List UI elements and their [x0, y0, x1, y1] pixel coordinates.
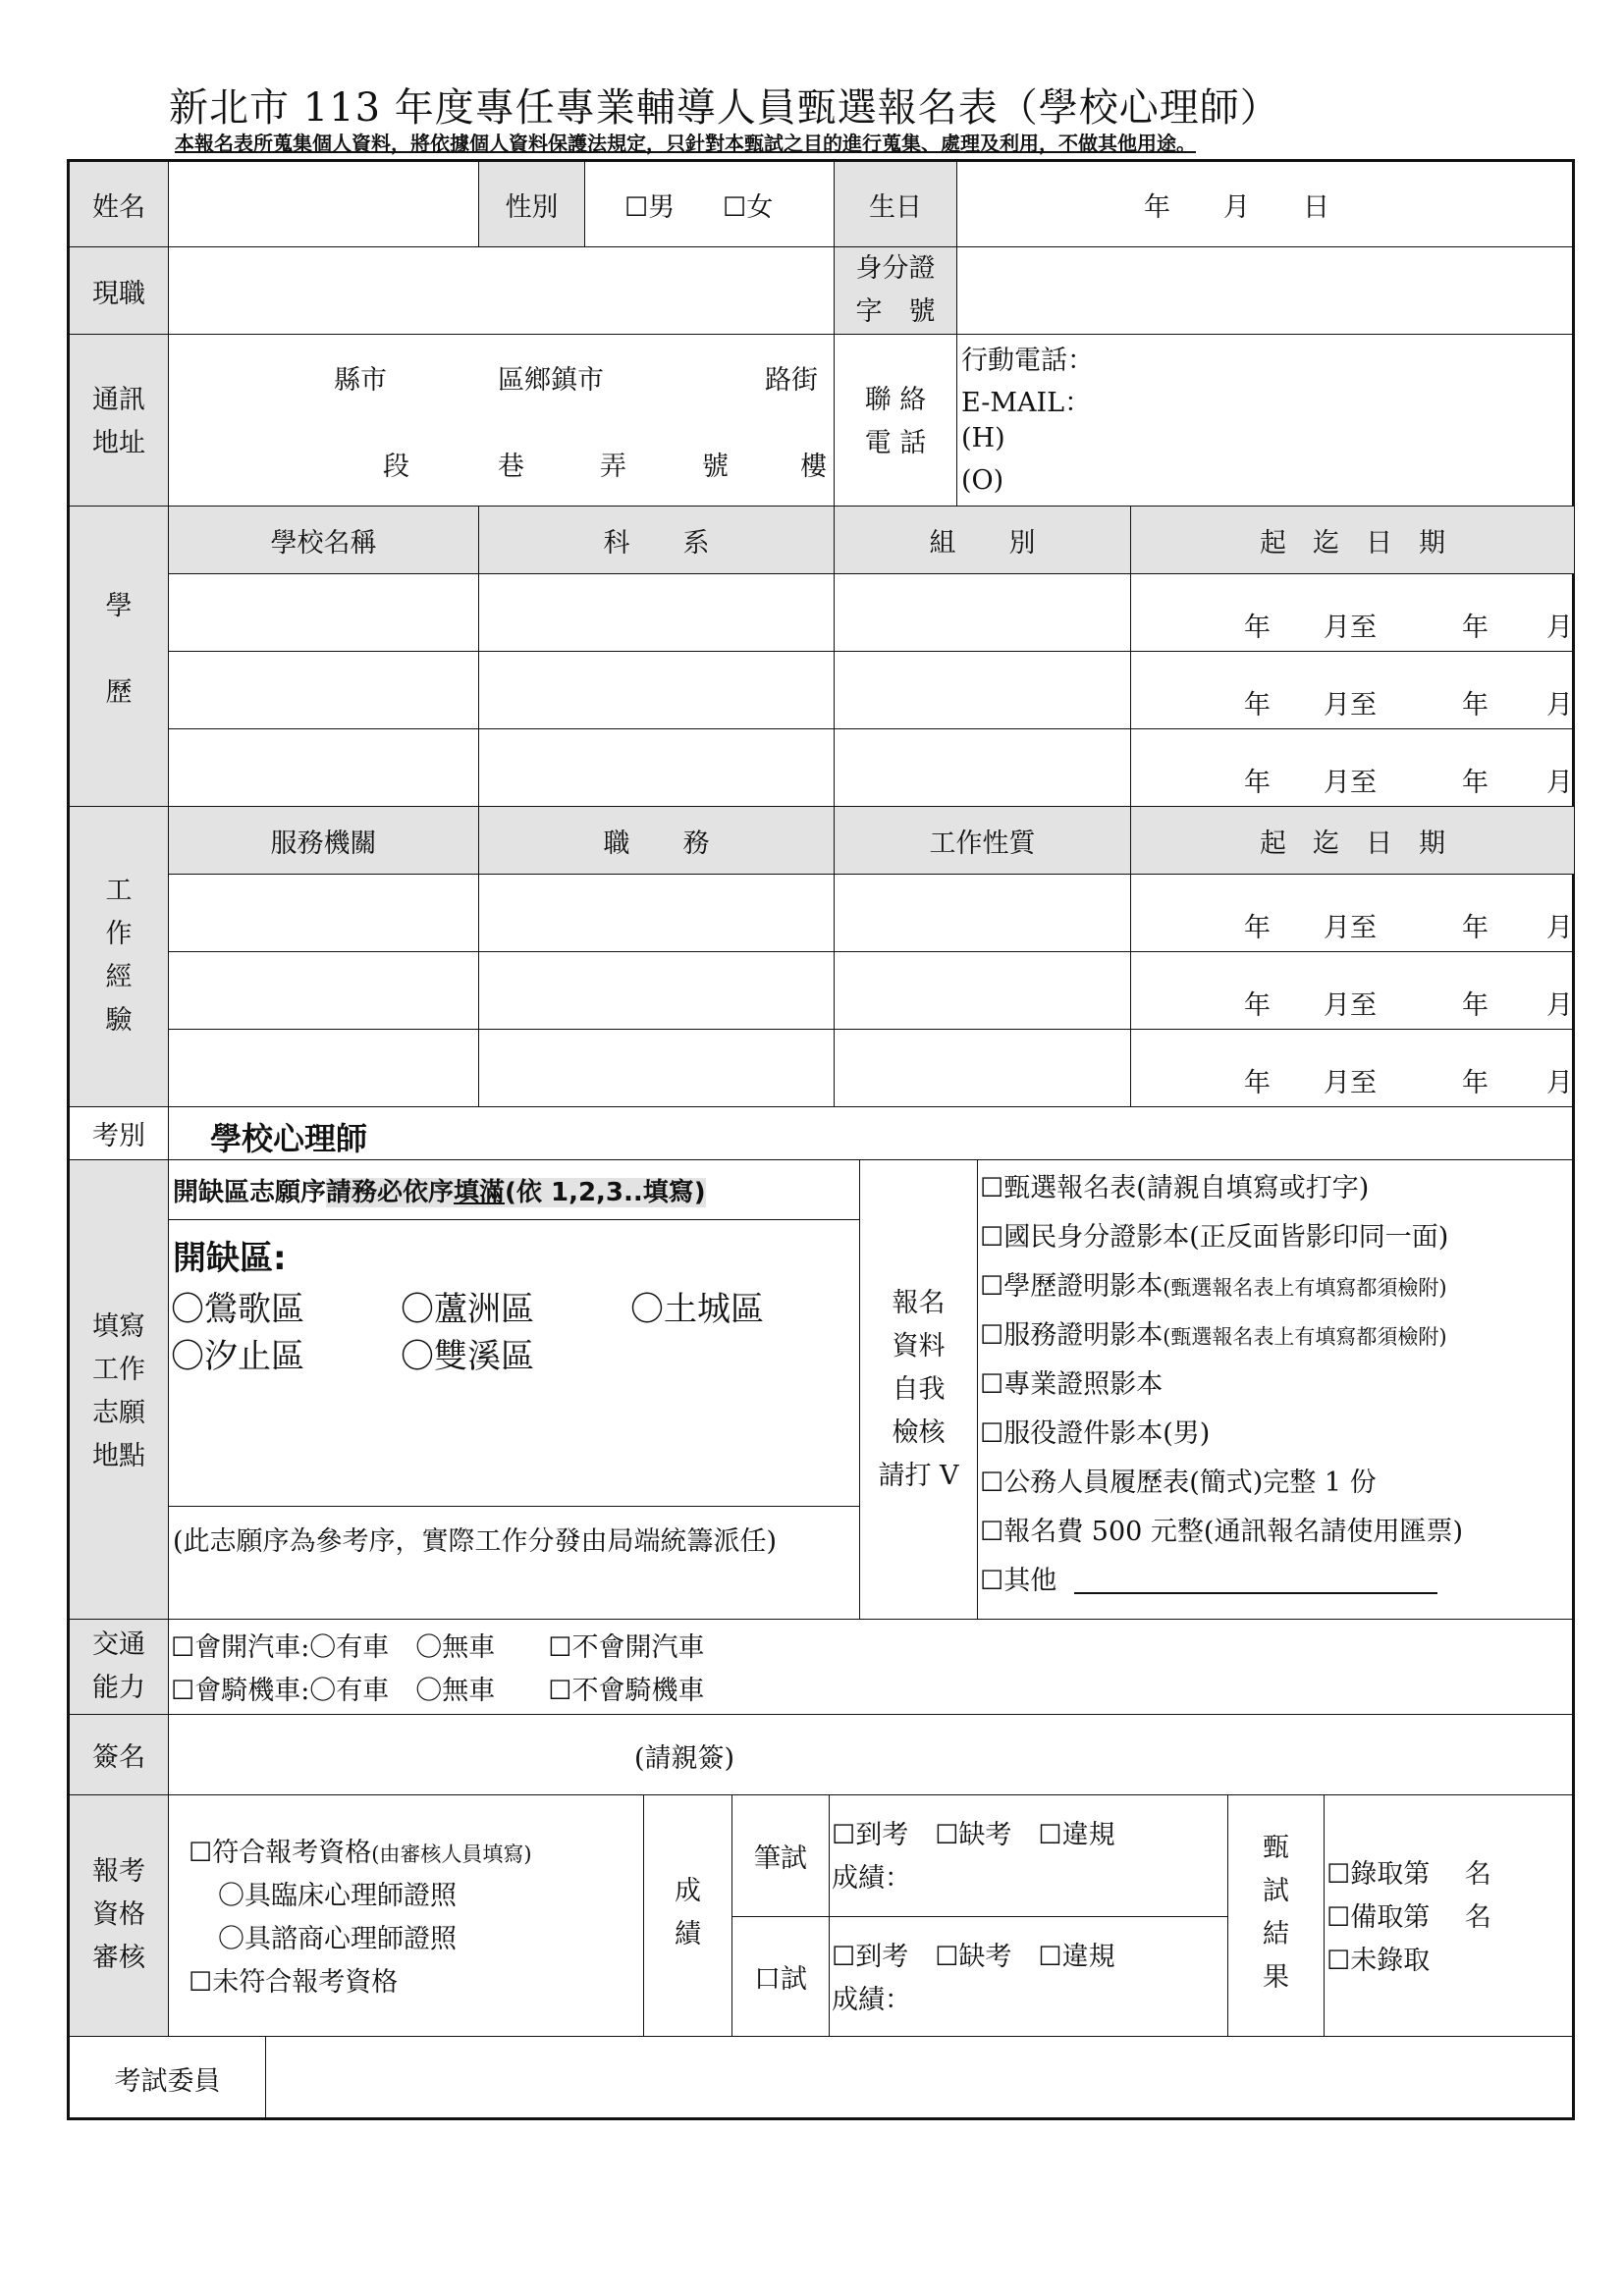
preference-label	[70, 1160, 169, 1620]
gender-female-checkbox[interactable]: ☐女	[723, 192, 774, 223]
exam-type-field	[169, 1107, 1575, 1160]
edu-row3-school[interactable]	[169, 729, 479, 807]
period-year: 年	[1244, 690, 1271, 721]
preference-label-2: 工作	[92, 1355, 145, 1385]
name-field[interactable]	[169, 162, 479, 247]
area-tucheng[interactable]: 〇土城區	[630, 1290, 764, 1329]
exp-row3-position[interactable]	[479, 1030, 835, 1107]
period-month-to: 月至	[1324, 613, 1377, 643]
edu-row1-period[interactable]	[1131, 574, 1575, 652]
period-month: 月	[1546, 613, 1573, 643]
examiner-label: 考試委員	[70, 2037, 266, 2120]
exp-row2-org[interactable]	[169, 952, 479, 1030]
exp-header-period: 起 迄 日 期	[1131, 807, 1575, 875]
transport-car[interactable]: ☐會開汽車:〇有車 〇無車 ☐不會開汽車	[171, 1632, 705, 1663]
check-military-copy[interactable]	[980, 1412, 1210, 1450]
job-field[interactable]	[169, 247, 835, 335]
oral-field	[830, 1917, 1228, 2037]
form-title: 新北市 113 年度專任專業輔導人員甄選報名表（學校心理師）	[169, 85, 1280, 131]
contact-field[interactable]	[957, 335, 1575, 507]
addr-section: 段	[383, 452, 409, 482]
period-year: 年	[1244, 1068, 1271, 1098]
period-year: 年	[1244, 913, 1271, 943]
period-year: 年	[1462, 990, 1489, 1021]
exp-header-position: 職 務	[479, 807, 835, 875]
checklist-label-2: 資料	[892, 1331, 946, 1362]
exp-header-org: 服務機關	[169, 807, 479, 875]
edu-row3-dept[interactable]	[479, 729, 835, 807]
written-attendance[interactable]: ☐到考 ☐缺考 ☐違規	[832, 1820, 1115, 1850]
contact-label-line2: 電 話	[864, 428, 927, 458]
oral-label: 口試	[732, 1917, 830, 2037]
edu-row1-school[interactable]	[169, 574, 479, 652]
check-note: (甄選報名表上有填寫都須檢附)	[1163, 1276, 1447, 1300]
checklist-label-4: 檢核	[892, 1417, 946, 1448]
edu-row1-dept[interactable]	[479, 574, 835, 652]
edu-header-dept: 科 系	[479, 507, 835, 574]
preference-label-1: 填寫	[92, 1311, 145, 1342]
name-label: 姓名	[70, 162, 169, 247]
job-label: 現職	[70, 247, 169, 335]
checklist-label	[860, 1160, 978, 1620]
signature-field[interactable]	[169, 1715, 1575, 1795]
addr-floor: 樓	[800, 452, 827, 482]
period-year: 年	[1462, 768, 1489, 798]
home-phone-label: (H)	[961, 423, 1005, 454]
checklist-field	[978, 1160, 1575, 1620]
review-label-3: 審核	[92, 1943, 145, 1973]
result-label-1: 甄	[1263, 1833, 1289, 1863]
addr-alley: 弄	[600, 452, 626, 482]
examiner-field[interactable]	[266, 2037, 1575, 2120]
check-text: ☐甄選報名表(請親自填寫或打字)	[980, 1173, 1370, 1203]
score-label	[644, 1795, 732, 2037]
instruction-part-b: 請務必依序	[326, 1178, 455, 1207]
exp-row2-nature[interactable]	[835, 952, 1131, 1030]
transport-field	[169, 1620, 1575, 1715]
contact-label-line1: 聯 絡	[864, 385, 927, 415]
exam-type-value: 學校心理師	[210, 1120, 368, 1157]
exam-type-label: 考別	[70, 1107, 169, 1160]
experience-label-1: 工	[105, 876, 133, 906]
id-label-line2: 字 號	[855, 296, 936, 327]
check-text: ☐服務證明影本	[980, 1320, 1164, 1351]
check-other[interactable]	[980, 1559, 1056, 1597]
review-clinical[interactable]: 〇具臨床心理師證照	[218, 1881, 457, 1911]
education-label	[70, 507, 169, 807]
edu-row2-period[interactable]	[1131, 652, 1575, 729]
check-education-proof[interactable]	[980, 1264, 1447, 1303]
written-label: 筆試	[732, 1795, 830, 1917]
address-label-line2: 地址	[92, 428, 145, 458]
period-month-to: 月至	[1324, 913, 1377, 943]
exp-row3-period[interactable]	[1131, 1030, 1575, 1107]
period-month: 月	[1546, 768, 1573, 798]
qualified-note: (由審核人員填寫)	[371, 1842, 532, 1866]
review-unqualified[interactable]: ☐未符合報考資格	[189, 1967, 399, 1998]
written-score: 成績：	[832, 1863, 911, 1894]
experience-label-4: 驗	[105, 1005, 133, 1036]
check-civil-resume[interactable]	[980, 1461, 1377, 1499]
result-label-4: 果	[1263, 1962, 1289, 1993]
period-year: 年	[1244, 768, 1271, 798]
preference-divider	[169, 1506, 859, 1507]
qualified-text: ☐符合報考資格	[189, 1838, 372, 1868]
exp-row3-nature[interactable]	[835, 1030, 1131, 1107]
address-label	[70, 335, 169, 507]
edu-row3-group[interactable]	[835, 729, 1131, 807]
exp-row1-position[interactable]	[479, 875, 835, 952]
written-field	[830, 1795, 1228, 1917]
birthday-field[interactable]	[957, 162, 1575, 247]
exp-row1-org[interactable]	[169, 875, 479, 952]
contact-label	[835, 335, 957, 507]
period-year: 年	[1244, 613, 1271, 643]
address-label-line1: 通訊	[92, 385, 145, 415]
check-id-copy[interactable]	[980, 1215, 1448, 1254]
registration-form	[67, 159, 1575, 2120]
transport-label-1: 交通	[92, 1629, 145, 1660]
gender-field	[585, 162, 835, 247]
instruction-part-c: 填滿	[454, 1178, 506, 1207]
id-field[interactable]	[957, 247, 1575, 335]
experience-label-3: 經	[105, 962, 133, 992]
check-registration-form[interactable]	[980, 1166, 1369, 1204]
other-underline	[1074, 1592, 1437, 1594]
area-xizhi[interactable]: 〇汐止區	[171, 1337, 304, 1376]
email-label: E-MAIL：	[961, 388, 1092, 418]
result-label	[1228, 1795, 1325, 2037]
period-month: 月	[1546, 690, 1573, 721]
review-label-1: 報考	[92, 1856, 145, 1887]
exp-row1-period[interactable]	[1131, 875, 1575, 952]
areas-title: 開缺區:	[173, 1239, 287, 1278]
privacy-notice: 本報名表所蒐集個人資料，將依據個人資料保護法規定，只針對本甄試之目的進行蒐集、處理及利用，不做其他用途。	[175, 132, 1196, 155]
review-label-2: 資格	[92, 1899, 145, 1930]
review-qualified[interactable]	[189, 1831, 532, 1869]
addr-number: 號	[702, 452, 729, 482]
review-counseling[interactable]: 〇具諮商心理師證照	[218, 1924, 457, 1954]
check-service-proof[interactable]	[980, 1313, 1447, 1352]
office-phone-label: (O)	[961, 465, 1004, 496]
education-label-2: 歷	[105, 677, 133, 708]
period-year: 年	[1462, 613, 1489, 643]
area-shuangxi[interactable]: 〇雙溪區	[401, 1337, 534, 1376]
review-label	[70, 1795, 169, 2037]
edu-header-school: 學校名稱	[169, 507, 479, 574]
exp-row2-period[interactable]	[1131, 952, 1575, 1030]
edu-header-group: 組 別	[835, 507, 1131, 574]
area-yingge[interactable]: 〇鶯歌區	[171, 1290, 304, 1329]
preference-field	[169, 1160, 860, 1620]
result-field	[1325, 1795, 1575, 2037]
edu-row2-group[interactable]	[835, 652, 1131, 729]
exp-row1-nature[interactable]	[835, 875, 1131, 952]
score-label-1: 成	[675, 1876, 701, 1906]
id-label-line1: 身分證	[855, 253, 936, 284]
address-field[interactable]	[169, 335, 835, 507]
period-month-to: 月至	[1324, 768, 1377, 798]
result-label-3: 結	[1263, 1919, 1289, 1949]
addr-road: 路街	[765, 365, 818, 396]
preference-label-3: 志願	[92, 1398, 145, 1428]
check-text: ☐公務人員履歷表(簡式)完整 1 份	[980, 1468, 1377, 1498]
instruction-part-d: (依 1,2,3..填寫)	[505, 1178, 706, 1207]
period-month-to: 月至	[1324, 690, 1377, 721]
birthday-label: 生日	[835, 162, 957, 247]
period-year: 年	[1462, 913, 1489, 943]
experience-label	[70, 807, 169, 1107]
addr-lane: 巷	[498, 452, 524, 482]
period-month: 月	[1546, 1068, 1573, 1098]
oral-score: 成績：	[832, 1985, 911, 2015]
edu-row2-dept[interactable]	[479, 652, 835, 729]
check-text: ☐專業證照影本	[980, 1369, 1164, 1400]
signature-label: 簽名	[70, 1715, 169, 1795]
period-month-to: 月至	[1324, 990, 1377, 1021]
transport-scooter[interactable]: ☐會騎機車:〇有車 〇無車 ☐不會騎機車	[171, 1676, 705, 1706]
experience-label-2: 作	[105, 919, 133, 949]
period-year: 年	[1462, 690, 1489, 721]
birthday-placeholder: 年 月 日	[1144, 192, 1329, 223]
id-label	[835, 247, 957, 335]
checklist-label-3: 自我	[892, 1374, 946, 1405]
period-month: 月	[1546, 913, 1573, 943]
edu-header-period: 起 迄 日 期	[1131, 507, 1575, 574]
check-text: ☐學歷證明影本	[980, 1271, 1164, 1302]
check-text: ☐國民身分證影本(正反面皆影印同一面)	[980, 1222, 1449, 1253]
preference-instruction-row	[169, 1160, 859, 1220]
edu-row2-school[interactable]	[169, 652, 479, 729]
oral-attendance[interactable]: ☐到考 ☐缺考 ☐違規	[832, 1942, 1115, 1972]
gender-male-checkbox[interactable]: ☐男	[624, 192, 676, 223]
checklist-label-5: 請打 V	[878, 1461, 959, 1491]
period-year: 年	[1244, 990, 1271, 1021]
score-label-2: 績	[675, 1919, 701, 1949]
check-text: ☐其他	[980, 1566, 1057, 1596]
preference-label-4: 地點	[92, 1441, 145, 1471]
result-label-2: 試	[1263, 1876, 1289, 1906]
check-fee[interactable]	[980, 1510, 1463, 1548]
instruction-part-a: 開缺區志願序	[173, 1178, 327, 1207]
check-text: ☐服役證件影本(男)	[980, 1418, 1211, 1449]
edu-row1-group[interactable]	[835, 574, 1131, 652]
period-month-to: 月至	[1324, 1068, 1377, 1098]
education-label-1: 學	[105, 591, 133, 621]
edu-row3-period[interactable]	[1131, 729, 1575, 807]
check-license-copy[interactable]	[980, 1362, 1163, 1401]
checklist-label-1: 報名	[892, 1288, 946, 1318]
preference-note: (此志願序為參考序，實際工作分發由局端統籌派任)	[173, 1526, 778, 1557]
signature-hint: (請親簽)	[634, 1743, 735, 1774]
area-luzhou[interactable]: 〇蘆洲區	[401, 1290, 534, 1329]
exp-row2-position[interactable]	[479, 952, 835, 1030]
result-rejected[interactable]: ☐未錄取	[1326, 1946, 1431, 1976]
result-admitted[interactable]: ☐錄取第 名	[1326, 1859, 1491, 1890]
check-text: ☐報名費 500 元整(通訊報名請使用匯票)	[980, 1517, 1463, 1547]
gender-label: 性別	[479, 162, 585, 247]
result-waitlisted[interactable]: ☐備取第 名	[1326, 1902, 1491, 1933]
transport-label-2: 能力	[92, 1673, 145, 1703]
exp-row3-org[interactable]	[169, 1030, 479, 1107]
period-year: 年	[1462, 1068, 1489, 1098]
exp-header-nature: 工作性質	[835, 807, 1131, 875]
check-note: (甄選報名表上有填寫都須檢附)	[1163, 1325, 1447, 1349]
transport-label	[70, 1620, 169, 1715]
mobile-label: 行動電話：	[961, 346, 1094, 376]
preference-instruction	[173, 1172, 706, 1208]
review-field	[169, 1795, 644, 2037]
addr-district: 區鄉鎮市	[498, 365, 604, 396]
period-month: 月	[1546, 990, 1573, 1021]
addr-county: 縣市	[334, 365, 387, 396]
